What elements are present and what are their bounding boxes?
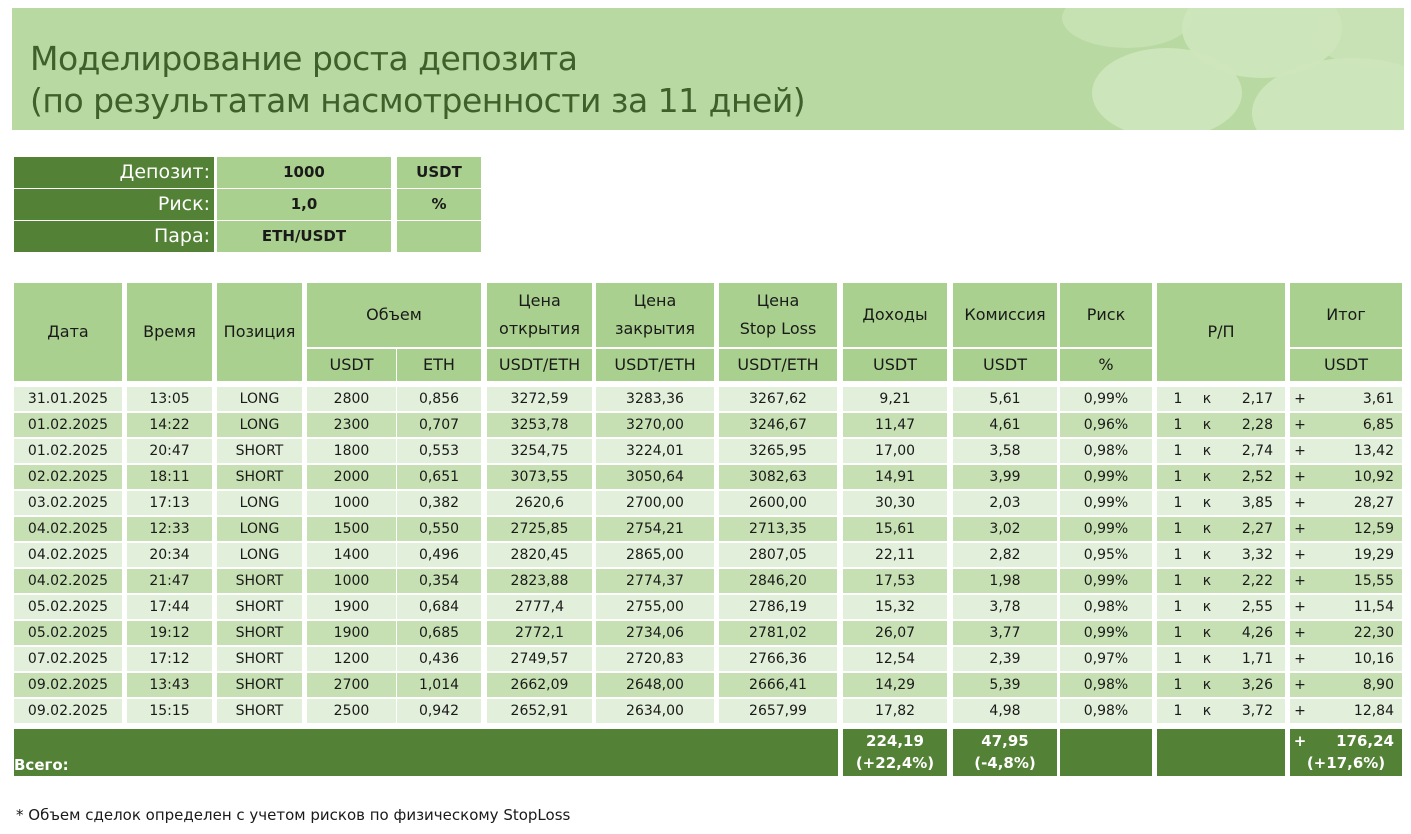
cell-income: 12,54 [843,647,947,671]
cell-income: 26,07 [843,621,947,645]
cell-close-price: 2774,37 [596,569,714,593]
cell-volume-usdt: 2700 [307,673,396,697]
cell-date: 03.02.2025 [14,491,122,515]
col-header-time: Время [127,283,212,381]
cell-commission: 2,39 [953,647,1057,671]
cell-volume-usdt: 1000 [307,569,396,593]
cell-volume-eth: 0,496 [397,543,481,567]
cell-time: 12:33 [127,517,212,541]
cell-open-price: 2662,09 [487,673,592,697]
cell-date: 04.02.2025 [14,543,122,567]
cell-risk: 0,98% [1060,439,1152,463]
subheader-income-unit: USDT [843,349,947,381]
cell-result-sign: + [1294,469,1306,485]
cell-volume-eth: 0,651 [397,465,481,489]
col-header-position: Позиция [217,283,302,381]
cell-date: 01.02.2025 [14,413,122,437]
cell-close-price: 2755,00 [596,595,714,619]
cell-rp-sep: к [1202,651,1212,667]
cell-income: 11,47 [843,413,947,437]
cell-rp-profit: 2,55 [1241,599,1273,615]
param-label: Пара: [14,221,214,252]
cell-volume-usdt: 1200 [307,647,396,671]
footnote: * Объем сделок определен с учетом рисков по физическому StopLoss [16,806,571,824]
cell-position: SHORT [217,673,302,697]
subheader-commission-unit: USDT [953,349,1057,381]
cell-close-price: 3283,36 [596,387,714,411]
cell-time: 17:13 [127,491,212,515]
cell-volume-eth: 0,685 [397,621,481,645]
cell-rp-risk: 1 [1173,625,1183,641]
totals-result-sign: + [1293,732,1307,750]
cell-commission: 1,98 [953,569,1057,593]
cell-rp-profit: 3,72 [1241,703,1273,719]
totals-income: 224,19 [866,732,924,750]
cell-rp-risk: 1 [1173,573,1183,589]
cell-stoploss-price: 2846,20 [719,569,837,593]
cell-rp-profit: 2,22 [1241,573,1273,589]
cell-stoploss-price: 3246,67 [719,413,837,437]
cell-commission: 3,78 [953,595,1057,619]
cell-date: 02.02.2025 [14,465,122,489]
cell-stoploss-price: 2781,02 [719,621,837,645]
cell-stoploss-price: 2600,00 [719,491,837,515]
cell-result-sign: + [1294,573,1306,589]
cell-open-price: 2820,45 [487,543,592,567]
cell-position: LONG [217,387,302,411]
cell-result-sign: + [1294,495,1306,511]
cell-stoploss-price: 2657,99 [719,699,837,723]
cell-result-sign: + [1294,547,1306,563]
cell-result-value: 12,59 [1353,521,1394,537]
cell-open-price: 2725,85 [487,517,592,541]
param-unit: % [397,189,481,220]
cell-rp-risk: 1 [1173,651,1183,667]
cell-time: 13:05 [127,387,212,411]
cell-income: 9,21 [843,387,947,411]
cell-close-price: 3270,00 [596,413,714,437]
cell-commission: 2,82 [953,543,1057,567]
cell-rp-risk: 1 [1173,521,1183,537]
cell-rp-sep: к [1202,599,1212,615]
cell-time: 19:12 [127,621,212,645]
param-value: ETH/USDT [217,221,391,252]
cell-time: 13:43 [127,673,212,697]
totals-commission: 47,95 [981,732,1029,750]
cell-time: 14:22 [127,413,212,437]
cell-rp-sep: к [1202,703,1212,719]
cell-commission: 3,58 [953,439,1057,463]
cell-rp-sep: к [1202,573,1212,589]
cell-volume-usdt: 1400 [307,543,396,567]
subheader-stoploss-unit: USDT/ETH [719,349,837,381]
cell-rp-profit: 4,26 [1241,625,1273,641]
col-header-date: Дата [14,283,122,381]
cell-open-price: 2777,4 [487,595,592,619]
subheader-open-unit: USDT/ETH [487,349,592,381]
col-header-rp: Р/П [1157,283,1285,381]
cell-rp-sep: к [1202,547,1212,563]
cell-rp-sep: к [1202,443,1212,459]
cell-rp-risk: 1 [1173,495,1183,511]
param-label: Депозит: [14,157,214,188]
cell-income: 22,11 [843,543,947,567]
cell-volume-eth: 0,707 [397,413,481,437]
cell-volume-usdt: 1500 [307,517,396,541]
cell-rp-sep: к [1202,391,1212,407]
cell-volume-eth: 0,553 [397,439,481,463]
cell-rp-profit: 3,26 [1241,677,1273,693]
cell-commission: 3,99 [953,465,1057,489]
cell-result-value: 28,27 [1353,495,1394,511]
cell-result-value: 10,16 [1353,651,1394,667]
col-header-risk: Риск [1060,283,1152,347]
cell-result-sign: + [1294,391,1306,407]
cell-rp-profit: 2,52 [1241,469,1273,485]
cell-stoploss-price: 2766,36 [719,647,837,671]
cell-volume-usdt: 1800 [307,439,396,463]
col-header-stoploss: Цена Stop Loss [719,283,837,347]
cell-risk: 0,99% [1060,465,1152,489]
cell-stoploss-price: 3082,63 [719,465,837,489]
page-title: Моделирование роста депозита (по результатам насмотренности за 11 дней) [30,39,806,120]
cell-position: SHORT [217,595,302,619]
cell-date: 07.02.2025 [14,647,122,671]
totals-label: Всего: [14,729,838,776]
cell-volume-usdt: 2500 [307,699,396,723]
col-header-open: Цена открытия [487,283,592,347]
cell-rp-sep: к [1202,495,1212,511]
totals-income-pct: (+22,4%) [855,754,935,772]
cell-rp-sep: к [1202,677,1212,693]
cell-result-value: 15,55 [1353,573,1394,589]
cell-risk: 0,99% [1060,621,1152,645]
cell-result-value: 12,84 [1353,703,1394,719]
cell-rp-sep: к [1202,521,1212,537]
cell-rp-risk: 1 [1173,677,1183,693]
cell-close-price: 3050,64 [596,465,714,489]
param-unit [397,221,481,252]
cell-close-price: 2754,21 [596,517,714,541]
cell-result-sign: + [1294,521,1306,537]
cell-date: 09.02.2025 [14,699,122,723]
cell-rp-risk: 1 [1173,391,1183,407]
cell-open-price: 2823,88 [487,569,592,593]
col-header-volume: Объем [307,283,481,347]
subheader-result-unit: USDT [1290,349,1402,381]
totals-result: 176,24 [1336,732,1394,750]
cell-result-sign: + [1294,443,1306,459]
cell-open-price: 2652,91 [487,699,592,723]
cell-open-price: 3272,59 [487,387,592,411]
cell-position: SHORT [217,699,302,723]
cell-volume-usdt: 1900 [307,621,396,645]
cell-volume-usdt: 2300 [307,413,396,437]
cell-volume-eth: 0,942 [397,699,481,723]
cell-rp-risk: 1 [1173,703,1183,719]
cell-risk: 0,96% [1060,413,1152,437]
cell-close-price: 3224,01 [596,439,714,463]
cell-rp-profit: 3,32 [1241,547,1273,563]
cell-volume-eth: 1,014 [397,673,481,697]
cell-open-price: 2772,1 [487,621,592,645]
cell-result-value: 13,42 [1353,443,1394,459]
cell-volume-eth: 0,684 [397,595,481,619]
col-header-commission: Комиссия [953,283,1057,347]
cell-income: 17,82 [843,699,947,723]
cell-income: 17,53 [843,569,947,593]
cell-position: SHORT [217,569,302,593]
cell-risk: 0,98% [1060,673,1152,697]
param-unit: USDT [397,157,481,188]
cell-time: 17:12 [127,647,212,671]
cell-position: SHORT [217,647,302,671]
cell-commission: 3,77 [953,621,1057,645]
subheader-close-unit: USDT/ETH [596,349,714,381]
cell-rp-profit: 2,17 [1241,391,1273,407]
cell-position: LONG [217,491,302,515]
cell-open-price: 2749,57 [487,647,592,671]
totals-result-pct: (+17,6%) [1306,754,1386,772]
title-banner [12,8,1404,130]
cell-risk: 0,95% [1060,543,1152,567]
cell-open-price: 3254,75 [487,439,592,463]
cell-income: 30,30 [843,491,947,515]
cell-risk: 0,97% [1060,647,1152,671]
cell-stoploss-price: 3265,95 [719,439,837,463]
cell-result-value: 3,61 [1362,391,1394,407]
cell-volume-usdt: 1900 [307,595,396,619]
cell-result-sign: + [1294,625,1306,641]
cell-rp-sep: к [1202,469,1212,485]
cell-rp-sep: к [1202,417,1212,433]
cell-position: LONG [217,517,302,541]
cell-rp-risk: 1 [1173,417,1183,433]
cell-commission: 2,03 [953,491,1057,515]
cell-risk: 0,99% [1060,387,1152,411]
cell-stoploss-price: 3267,62 [719,387,837,411]
cell-volume-eth: 0,550 [397,517,481,541]
cell-income: 14,91 [843,465,947,489]
cell-volume-usdt: 2000 [307,465,396,489]
cell-commission: 3,02 [953,517,1057,541]
cell-date: 04.02.2025 [14,517,122,541]
cell-date: 09.02.2025 [14,673,122,697]
cell-commission: 4,98 [953,699,1057,723]
cell-close-price: 2648,00 [596,673,714,697]
cell-stoploss-price: 2713,35 [719,517,837,541]
cell-income: 15,32 [843,595,947,619]
cell-time: 21:47 [127,569,212,593]
cell-stoploss-price: 2786,19 [719,595,837,619]
cell-rp-sep: к [1202,625,1212,641]
cell-close-price: 2734,06 [596,621,714,645]
subheader-risk-unit: % [1060,349,1152,381]
cell-open-price: 3253,78 [487,413,592,437]
cell-commission: 4,61 [953,413,1057,437]
col-header-result: Итог [1290,283,1402,347]
cell-position: SHORT [217,465,302,489]
cell-position: SHORT [217,621,302,645]
cell-result-value: 10,92 [1353,469,1394,485]
cell-commission: 5,39 [953,673,1057,697]
cell-risk: 0,99% [1060,491,1152,515]
totals-commission-pct: (-4,8%) [974,754,1036,772]
cell-date: 01.02.2025 [14,439,122,463]
cell-rp-profit: 2,28 [1241,417,1273,433]
cell-position: LONG [217,413,302,437]
param-value: 1000 [217,157,391,188]
cell-income: 17,00 [843,439,947,463]
cell-time: 20:34 [127,543,212,567]
cell-risk: 0,99% [1060,569,1152,593]
cell-rp-profit: 1,71 [1241,651,1273,667]
cell-result-sign: + [1294,677,1306,693]
cell-volume-eth: 0,382 [397,491,481,515]
param-value: 1,0 [217,189,391,220]
cell-open-price: 3073,55 [487,465,592,489]
cell-result-value: 8,90 [1362,677,1394,693]
cell-rp-risk: 1 [1173,599,1183,615]
cell-result-value: 11,54 [1353,599,1394,615]
cell-income: 14,29 [843,673,947,697]
cell-date: 05.02.2025 [14,621,122,645]
cell-result-value: 19,29 [1353,547,1394,563]
param-label: Риск: [14,189,214,220]
cell-volume-eth: 0,436 [397,647,481,671]
cell-position: LONG [217,543,302,567]
col-header-close: Цена закрытия [596,283,714,347]
totals-rp-empty [1157,729,1285,776]
subheader-volume-usdt: USDT [307,349,396,381]
cell-stoploss-price: 2666,41 [719,673,837,697]
cell-time: 17:44 [127,595,212,619]
cell-result-sign: + [1294,599,1306,615]
cell-close-price: 2700,00 [596,491,714,515]
cell-volume-eth: 0,856 [397,387,481,411]
cell-risk: 0,99% [1060,517,1152,541]
cell-position: SHORT [217,439,302,463]
cell-close-price: 2634,00 [596,699,714,723]
cell-open-price: 2620,6 [487,491,592,515]
cell-result-sign: + [1294,417,1306,433]
cell-commission: 5,61 [953,387,1057,411]
cell-volume-usdt: 2800 [307,387,396,411]
cell-close-price: 2865,00 [596,543,714,567]
cell-result-value: 22,30 [1353,625,1394,641]
cell-volume-usdt: 1000 [307,491,396,515]
cell-rp-profit: 2,27 [1241,521,1273,537]
cell-stoploss-price: 2807,05 [719,543,837,567]
cell-volume-eth: 0,354 [397,569,481,593]
cell-rp-profit: 3,85 [1241,495,1273,511]
subheader-volume-eth: ETH [397,349,481,381]
totals-risk-empty [1060,729,1152,776]
cell-close-price: 2720,83 [596,647,714,671]
cell-rp-profit: 2,74 [1241,443,1273,459]
cell-date: 31.01.2025 [14,387,122,411]
cell-date: 04.02.2025 [14,569,122,593]
cell-risk: 0,98% [1060,595,1152,619]
cell-result-value: 6,85 [1362,417,1394,433]
cell-result-sign: + [1294,651,1306,667]
cell-risk: 0,98% [1060,699,1152,723]
cell-time: 15:15 [127,699,212,723]
cell-rp-risk: 1 [1173,547,1183,563]
cell-time: 20:47 [127,439,212,463]
cell-income: 15,61 [843,517,947,541]
cell-rp-risk: 1 [1173,469,1183,485]
cell-rp-risk: 1 [1173,443,1183,459]
cell-result-sign: + [1294,703,1306,719]
cell-time: 18:11 [127,465,212,489]
col-header-income: Доходы [843,283,947,347]
cell-date: 05.02.2025 [14,595,122,619]
